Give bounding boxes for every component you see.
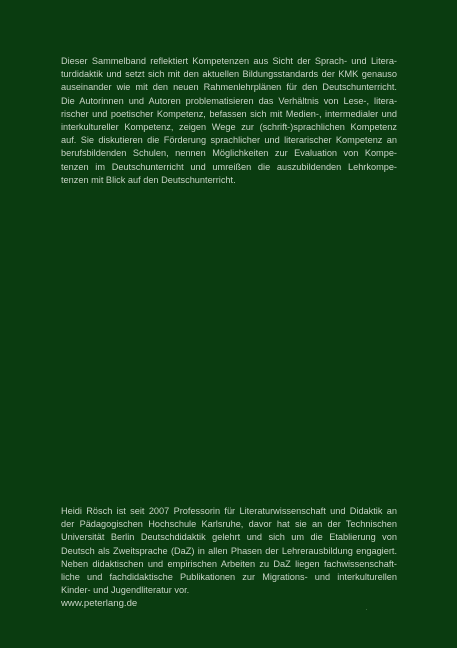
bio-line: Universität Berlin Deutschdidaktik gelehrt und sich um die Etablierung von	[61, 532, 397, 543]
bio-line: Kinder- und Jugendliteratur vor.	[61, 585, 190, 596]
author-bio	[61, 505, 397, 597]
publisher-url[interactable]: www.peterlang.de	[61, 598, 138, 609]
blurb-line: Dieser Sammelband reflektiert Kompetenzen aus Sicht der Sprach- und Litera-	[61, 56, 397, 66]
blurb-line: auf. Sie diskutieren die Förderung sprachlicher und literarischer Kompetenz an	[61, 135, 397, 146]
bio-line: Heidi Rösch ist seit 2007 Professorin für Literaturwissenschaft und Didaktik an	[61, 506, 397, 516]
bio-line: Neben didaktischen und empirischen Arbeiten zu DaZ liegen fachwissenschaft-	[61, 558, 397, 569]
blurb-line: interkultureller Kompetenz, zeigen Wege zur (schrift-)sprachlichen Kompetenz	[61, 122, 397, 133]
blurb-line: rischer und poetischer Kompetenz, befassen sich mit Medien-, intermedialer und	[61, 108, 397, 119]
blurb-line: tenzen mit Blick auf den Deutschunterricht.	[61, 174, 236, 185]
print-speck	[366, 609, 367, 610]
blurb-line: Die Autorinnen und Autoren problematisieren das Verhältnis von Lese-, litera-	[61, 95, 397, 106]
blurb-line: berufsbildenden Schulen, nennen Möglichkeiten zur Evaluation von Kompe-	[61, 148, 397, 159]
blurb-line: tenzen im Deutschunterricht und umreißen die auszubildenden Lehrkompe-	[61, 161, 397, 172]
blurb-line: auseinander wie mit den neuen Rahmenlehrplänen für den Deutschunterricht.	[61, 82, 397, 93]
bio-line: der Pädagogischen Hochschule Karlsruhe, davor hat sie an der Technischen	[61, 519, 397, 530]
bio-line: Deutsch als Zweitsprache (DaZ) in allen Phasen der Lehrerausbildung engagiert.	[61, 545, 397, 556]
book-blurb	[61, 55, 397, 187]
blurb-line: turdidaktik und setzt sich mit den aktuellen Bildungsstandards der KMK genauso	[61, 69, 397, 80]
bio-line: liche und fachdidaktische Publikationen zur Migrations- und interkulturellen	[61, 572, 397, 583]
